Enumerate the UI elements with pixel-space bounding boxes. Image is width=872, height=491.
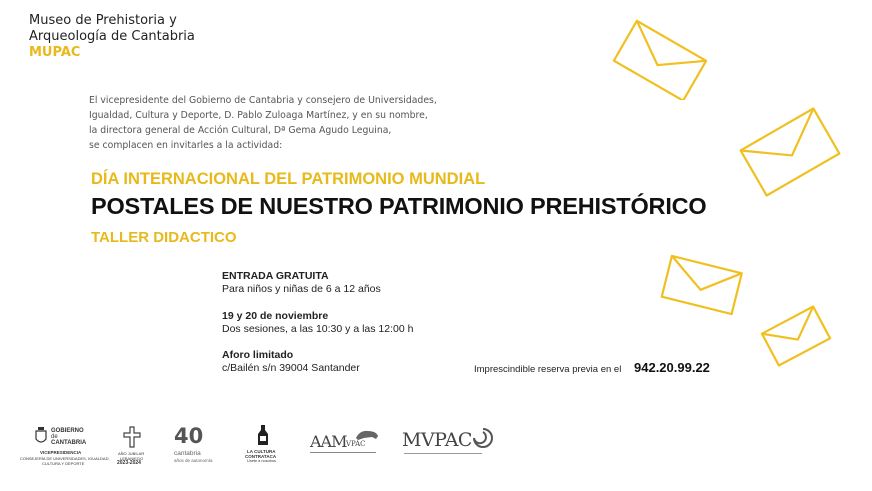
gobierno-sub2: CONSEJERÍA DE UNIVERSIDADES, IGUALDAD, (20, 456, 110, 461)
reservation-phone[interactable]: 942.20.99.22 (634, 360, 710, 375)
coat-of-arms-icon (34, 426, 48, 446)
gobierno-sub3: CULTURA Y DEPORTE (42, 461, 85, 466)
logo-gobierno-cantabria (20, 426, 110, 470)
gobierno-line3: CANTABRIA (51, 440, 87, 446)
bison-icon (354, 428, 380, 442)
intro-line: Igualdad, Cultura y Deporte, D. Pablo Zuloaga Martínez, y en su nombre, (89, 110, 428, 121)
gobierno-sub1: VICEPRESIDENCIA (40, 450, 82, 455)
event-title: POSTALES DE NUESTRO PATRIMONIO PREHISTÓRICO (91, 193, 707, 219)
autonomia-name: cantabria (174, 450, 201, 457)
museum-acronym: MUPAC (29, 45, 81, 60)
date-info (222, 310, 413, 336)
gobierno-line1: GOBIERNO (51, 428, 84, 434)
cultura-line2: CONTRATACA (245, 454, 277, 459)
autonomia-number: 40 (174, 424, 204, 448)
cultura-line3: Unete a nosotros (247, 459, 276, 463)
event-subtitle: TALLER DIDACTICO (91, 229, 237, 246)
aam-small: VPAC (346, 440, 366, 448)
address-text: c/Bailén s/n 39004 Santander (222, 362, 360, 374)
logo-40-autonomia (172, 424, 226, 468)
jubilar-years: 2023-2024 (117, 460, 141, 466)
logo-ano-jubilar (116, 426, 150, 470)
reservation-text: Imprescindible reserva previa en el (474, 364, 622, 375)
date-text: Dos sesiones, a las 10:30 y a las 12:00 h (222, 323, 414, 335)
intro-line: El vicepresidente del Gobierno de Cantabria y consejero de Universidades, (89, 95, 437, 106)
envelope-icon (757, 302, 835, 370)
cross-icon (123, 426, 141, 448)
envelope-icon (652, 248, 752, 320)
autonomia-sub: años de autonomía (174, 458, 213, 463)
capacity-info (222, 349, 360, 375)
invitation-intro (89, 93, 509, 153)
intro-line: se complacen en invitarles a la actividad: (89, 140, 283, 151)
swirl-icon (472, 427, 494, 449)
jubilar-line1: AÑO JUBILAR (118, 451, 145, 456)
museum-header (29, 13, 195, 61)
mvpac-mark: MVPAC (402, 429, 472, 451)
cultura-line1: LA CULTURA (247, 449, 276, 454)
aam-rule (310, 452, 376, 453)
bottle-icon (256, 424, 270, 446)
jubilar-line2: LEBANIEGO (120, 456, 144, 461)
gobierno-line2: de (51, 434, 58, 440)
logo-mvpac (402, 426, 496, 462)
event-kicker: DÍA INTERNACIONAL DEL PATRIMONIO MUNDIAL (91, 170, 486, 188)
entry-text: Para niños y niñas de 6 a 12 años (222, 283, 381, 295)
entry-info (222, 270, 381, 296)
museum-name-line2: Arqueología de Cantabria (29, 29, 195, 44)
museum-name-line1: Museo de Prehistoria y (29, 13, 177, 28)
capacity-title: Aforo limitado (222, 349, 294, 361)
mvpac-rule (404, 453, 482, 454)
logo-la-cultura (244, 424, 288, 470)
envelope-icon (603, 18, 719, 100)
intro-line: la directora general de Acción Cultural, Dª Gema Agudo Leguina, (89, 125, 392, 136)
aam-mark: AAM (310, 432, 347, 451)
envelope-icon (726, 98, 854, 206)
logo-aam-vpac (310, 428, 382, 462)
entry-title: ENTRADA GRATUITA (222, 270, 329, 282)
date-title: 19 y 20 de noviembre (222, 310, 329, 322)
